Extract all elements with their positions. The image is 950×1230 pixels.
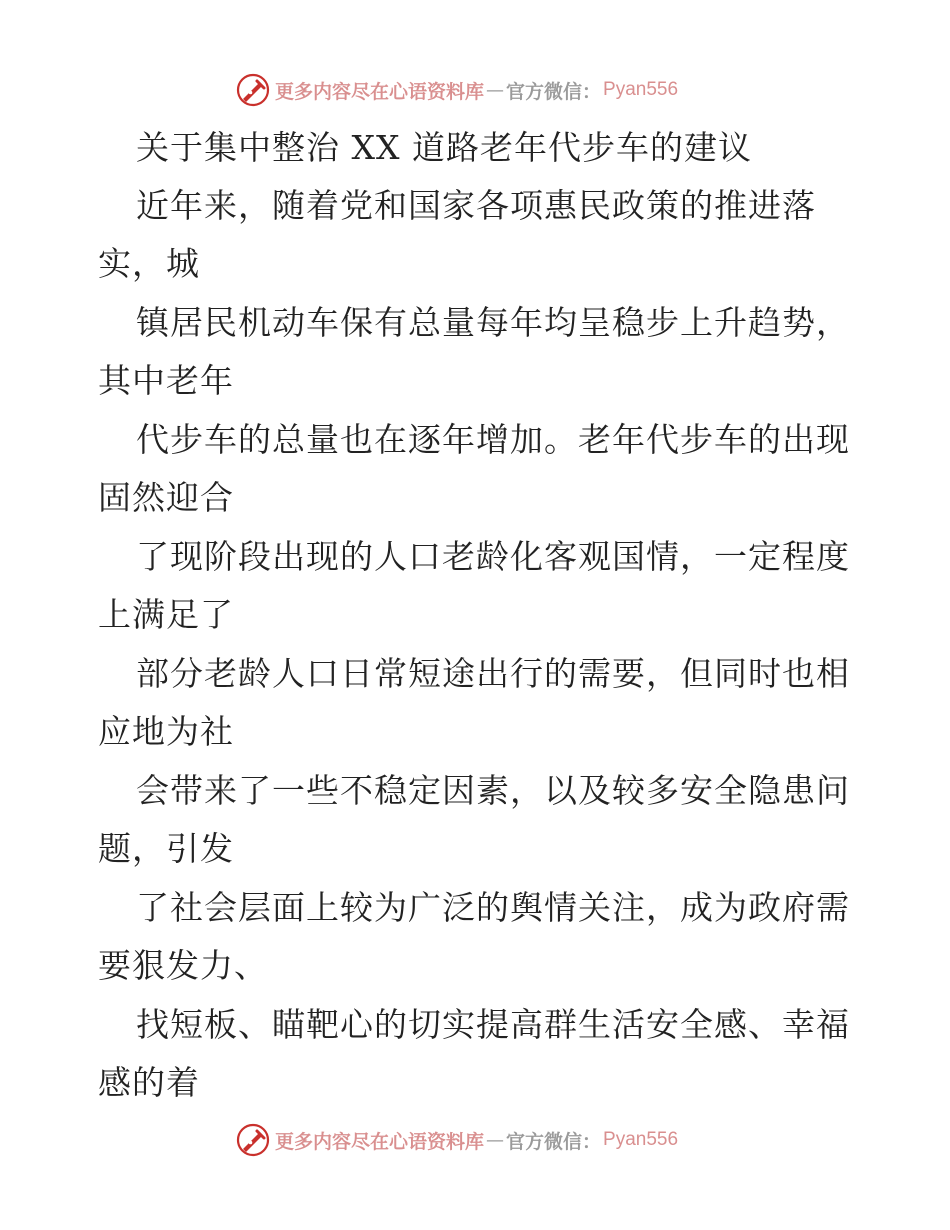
text-line: 了现阶段出现的人口老龄化客观国情，一定程度 <box>136 537 850 576</box>
watermark-dash: — <box>486 1129 505 1151</box>
text-line: 感的着 <box>98 1063 200 1102</box>
text-line: 近年来，随着党和国家各项惠民政策的推进落 <box>136 186 816 225</box>
watermark-id: Pyan556 <box>603 1129 679 1150</box>
document-title: 关于集中整治 XX 道路老年代步车的建议 <box>136 128 752 167</box>
text-line: 应地为社 <box>98 712 234 751</box>
text-line: 会带来了一些不稳定因素，以及较多安全隐患问 <box>136 771 850 810</box>
watermark-header <box>235 72 678 108</box>
text-line: 其中老年 <box>98 361 234 400</box>
watermark-text: 更多内容尽在心语资料库 <box>275 80 485 103</box>
watermark-text: 更多内容尽在心语资料库 <box>275 1130 485 1153</box>
text-line: 上满足了 <box>98 595 234 634</box>
text-line: 代步车的总量也在逐年增加。老年代步车的出现 <box>136 420 850 459</box>
text-line: 要狠发力、 <box>98 946 268 985</box>
watermark-label: 官方微信： <box>506 80 602 103</box>
text-line: 固然迎合 <box>98 478 234 517</box>
pen-nib-logo-icon <box>235 1122 271 1158</box>
watermark-footer <box>235 1122 678 1158</box>
text-line: 部分老龄人口日常短途出行的需要，但同时也相 <box>136 654 850 693</box>
text-line: 了社会层面上较为广泛的舆情关注，成为政府需 <box>136 888 850 927</box>
pen-nib-logo-icon <box>235 72 271 108</box>
text-line: 镇居民机动车保有总量每年均呈稳步上升趋势， <box>136 303 850 342</box>
watermark-id: Pyan556 <box>603 79 679 100</box>
text-line: 题，引发 <box>98 829 234 868</box>
watermark-dash: — <box>486 79 505 101</box>
text-line: 找短板、瞄靶心的切实提高群生活安全感、幸福 <box>136 1005 850 1044</box>
text-line: 实，城 <box>98 244 200 283</box>
watermark-label: 官方微信： <box>506 1130 602 1153</box>
